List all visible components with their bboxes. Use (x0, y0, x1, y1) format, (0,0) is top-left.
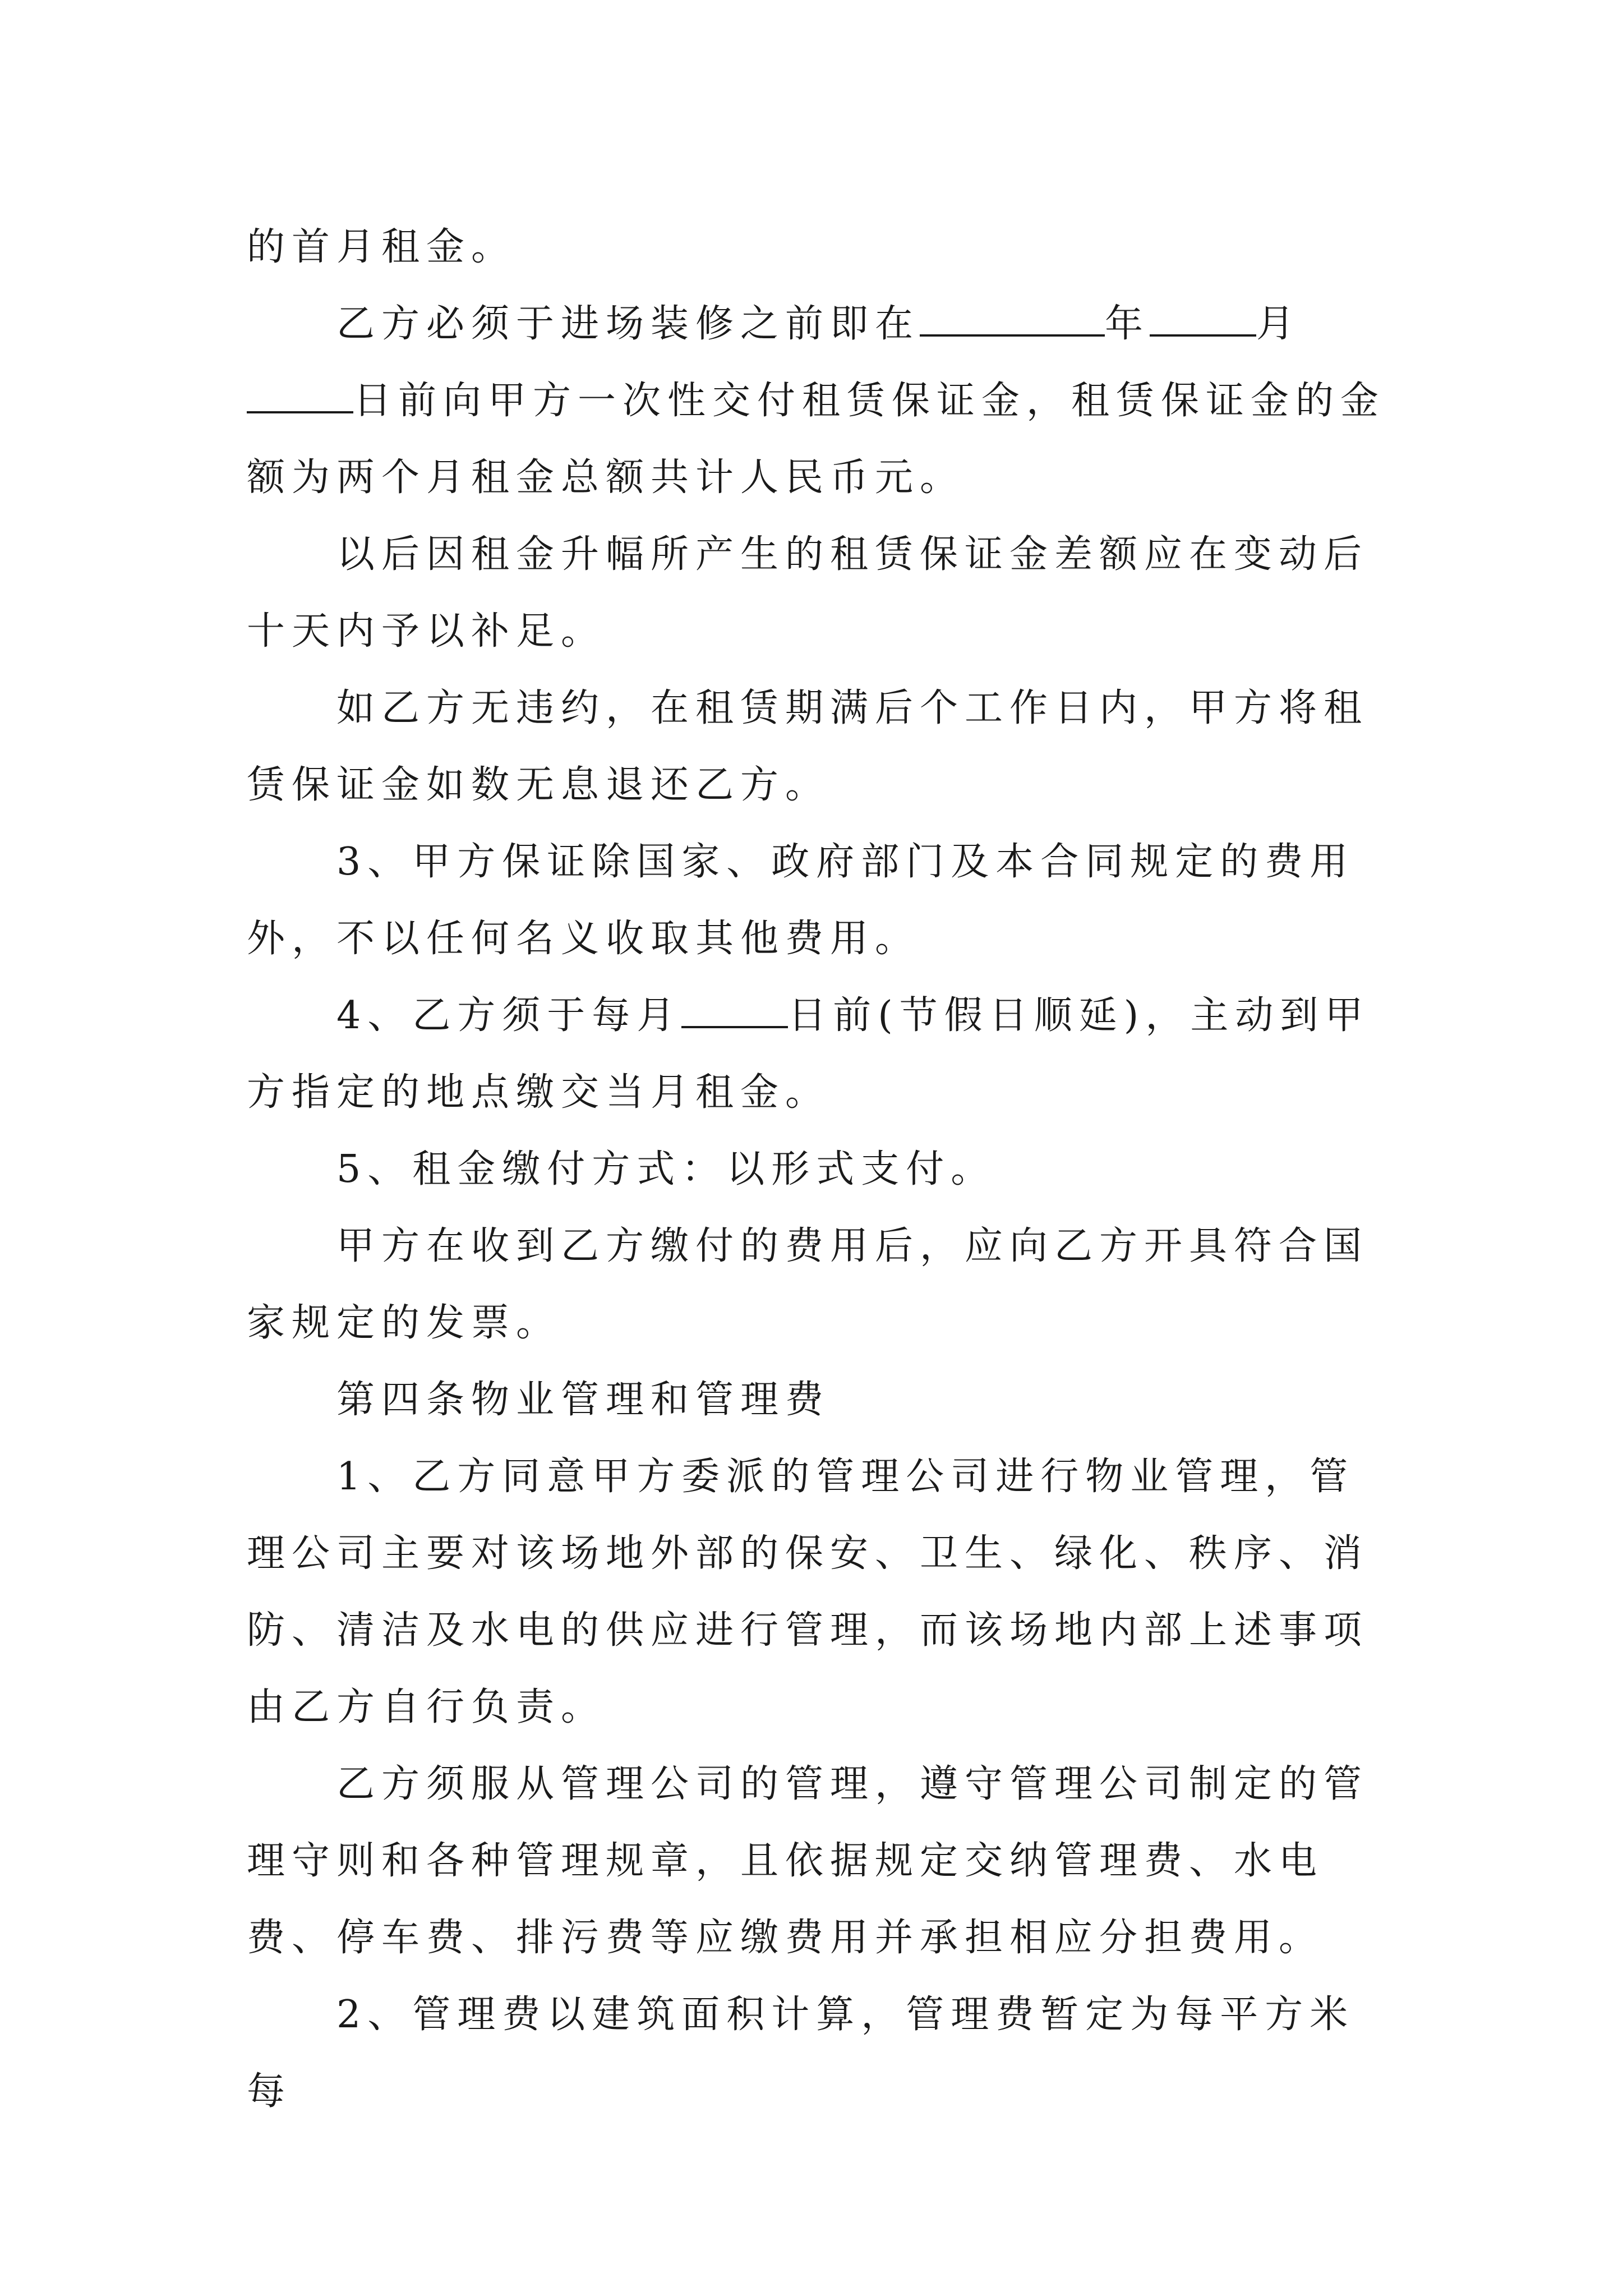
month-label: 月 (1256, 302, 1302, 346)
paragraph-clause-3: 3、甲方保证除国家、政府部门及本合同规定的费用外，不以任何名义收取其他费用。 (247, 840, 1355, 961)
paragraph-deposit-payment (247, 286, 1391, 516)
paragraph-invoice: 甲方在收到乙方缴付的费用后，应向乙方开具符合国家规定的发票。 (247, 1224, 1369, 1345)
payment-day-blank (681, 987, 788, 1028)
paragraph-deposit-refund: 如乙方无违约，在租赁期满后个工作日内，甲方将租赁保证金如数无息退还乙方。 (247, 686, 1369, 807)
paragraph-clause-4 (247, 977, 1391, 1131)
paragraph-clause-5: 5、租金缴付方式：以形式支付。 (336, 1147, 996, 1191)
year-blank (920, 295, 1105, 337)
paragraph-management-fee: 2、管理费以建筑面积计算，管理费暂定为每平方米每 (247, 1993, 1355, 2114)
section-heading-article-4: 第四条物业管理和管理费 (336, 1378, 831, 1422)
paragraph-management-1: 1、乙方同意甲方委派的管理公司进行物业管理，管理公司主要对该场地外部的保安、卫生、绿化、秩序、消防、清洁及水电的供应进行管理，而该场地内部上述事项由乙方自行负责。 (247, 1455, 1369, 1729)
day-blank (247, 372, 353, 413)
clause-4-rest: 日前(节假日顺延)，主动到甲方指定的地点缴交当月租金。 (247, 993, 1370, 1115)
paragraph-management-rules: 乙方须服从管理公司的管理，遵守管理公司制定的管理守则和各种管理规章，且依据规定交纳管理费、水电费、停车费、排污费等应缴费用并承担相应分担费用。 (247, 1762, 1369, 1960)
year-label: 年 (1105, 302, 1150, 346)
contract-body (247, 209, 1391, 2130)
clause-4-lead: 4、乙方须于每月 (336, 993, 682, 1038)
paragraph-first-month-rent: 的首月租金。 (247, 225, 517, 269)
deposit-text-lead: 乙方必须于进场装修之前即在 (336, 302, 920, 346)
paragraph-deposit-adjustment: 以后因租金升幅所产生的租赁保证金差额应在变动后十天内予以补足。 (247, 532, 1369, 654)
month-blank (1150, 295, 1256, 337)
deposit-text-rest: 日前向甲方一次性交付租赁保证金，租赁保证金的金额为两个月租金总额共计人民币元。 (247, 379, 1386, 500)
